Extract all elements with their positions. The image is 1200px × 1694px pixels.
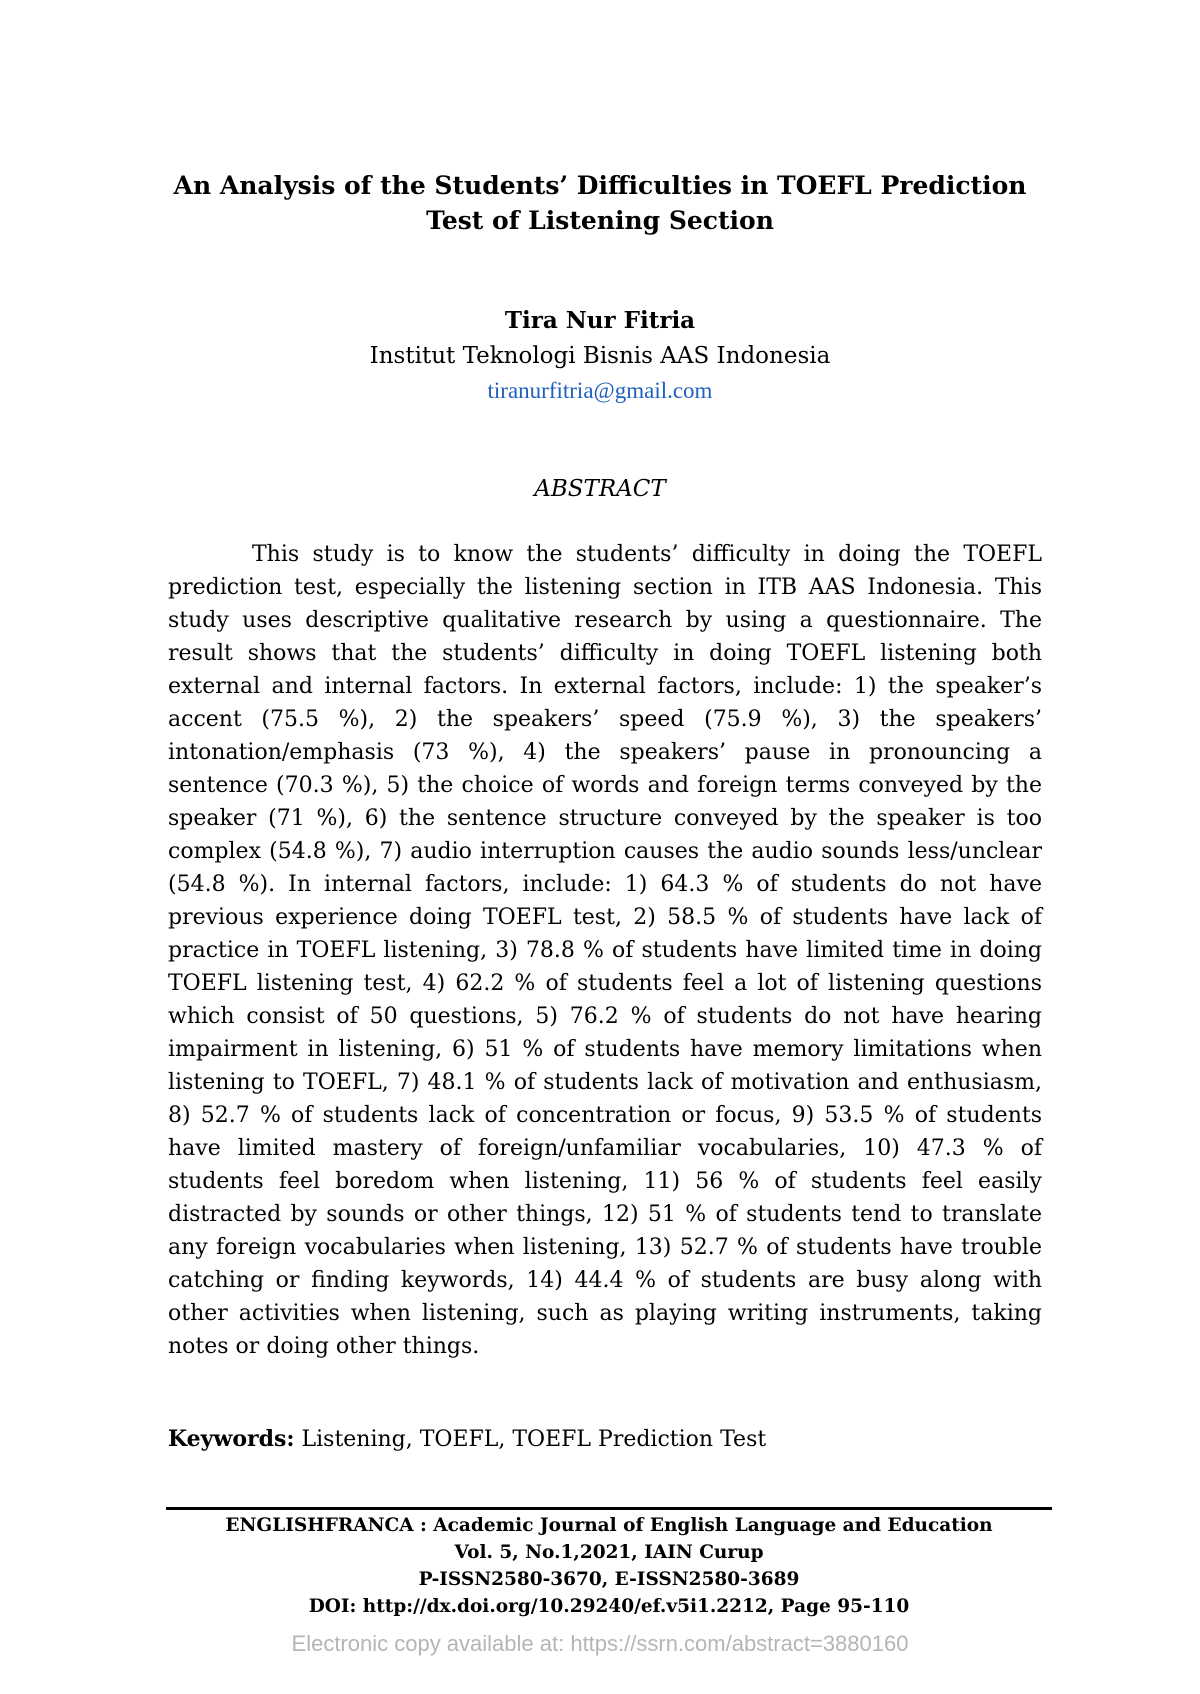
footer-journal: ENGLISHFRANCA : Academic Journal of English Language and Education [225,1515,993,1536]
footer-volume: Vol. 5, No.1,2021, IAIN Curup [454,1542,764,1563]
paper-title [150,168,1050,238]
paper-title-line-2: Test of Listening Section [426,206,774,235]
keywords [168,1423,1042,1456]
paper-title-line-1: An Analysis of the Students’ Difficulties in TOEFL Prediction [173,171,1027,200]
abstract-heading: ABSTRACT [534,476,666,502]
journal-footer [166,1512,1052,1620]
keywords-value: Listening, TOEFL, TOEFL Prediction Test [294,1427,767,1452]
author-name: Tira Nur Fitria [504,307,696,334]
author-affiliation: Institut Teknologi Bisnis AAS Indonesia [369,343,831,369]
footer-divider [166,1507,1052,1510]
abstract-body: This study is to know the students’ difficulty in doing the TOEFL prediction test, especially the listening section in ITB AAS Indonesia. This study uses descriptive qualitative research by using a questionnaire. The result shows that the students’ difficulty in doing TOEFL listening both external and internal factors. In external factors, include: 1) the speaker’s accent (75.5 %), 2) the speakers’ speed (75.9 %), 3) the speakers’ intonation/emphasis (73 %), 4) the speakers’ pause in pronouncing a sentence (70.3 %), 5) the choice of words and foreign terms conveyed by the speaker (71 %), 6) the sentence structure conveyed by the speaker is too complex (54.8 %), 7) audio interruption causes the audio sounds less/unclear (54.8 %). In internal factors, include: 1) 64.3 % of students do not have previous experience doing TOEFL test, 2) 58.5 % of students have lack of practice in TOEFL listening, 3) 78.8 % of students have limited time in doing TOEFL listening test, 4) 62.2 % of students feel a lot of listening questions which consist of 50 questions, 5) 76.2 % of students do not have hearing impairment in listening, 6) 51 % of students have memory limitations when listening to TOEFL, 7) 48.1 % of students lack of motivation and enthusiasm, 8) 52.7 % of students lack of concentration or focus, 9) 53.5 % of students have limited mastery of foreign/unfamiliar vocabularies, 10) 47.3 % of students feel boredom when listening, 11) 56 % of students feel easily distracted by sounds or other things, 12) 51 % of students tend to translate any foreign vocabularies when listening, 13) 52.7 % of students have trouble catching or finding keywords, 14) 44.4 % of students are busy along with other activities when listening, such as playing writing instruments, taking notes or doing other things. [168,542,1042,1359]
ssrn-watermark: Electronic copy available at: https://ssrn.com/abstract=3880160 [291,1631,909,1656]
author-email-link[interactable]: tiranurfitria@gmail.com [487,378,713,403]
footer-doi[interactable]: DOI: http://dx.doi.org/10.29240/ef.v5i1.2212, Page 95-110 [308,1596,910,1617]
footer-issn: P-ISSN2580-3670, E-ISSN2580-3689 [418,1569,800,1590]
keywords-label: Keywords: [168,1426,295,1452]
